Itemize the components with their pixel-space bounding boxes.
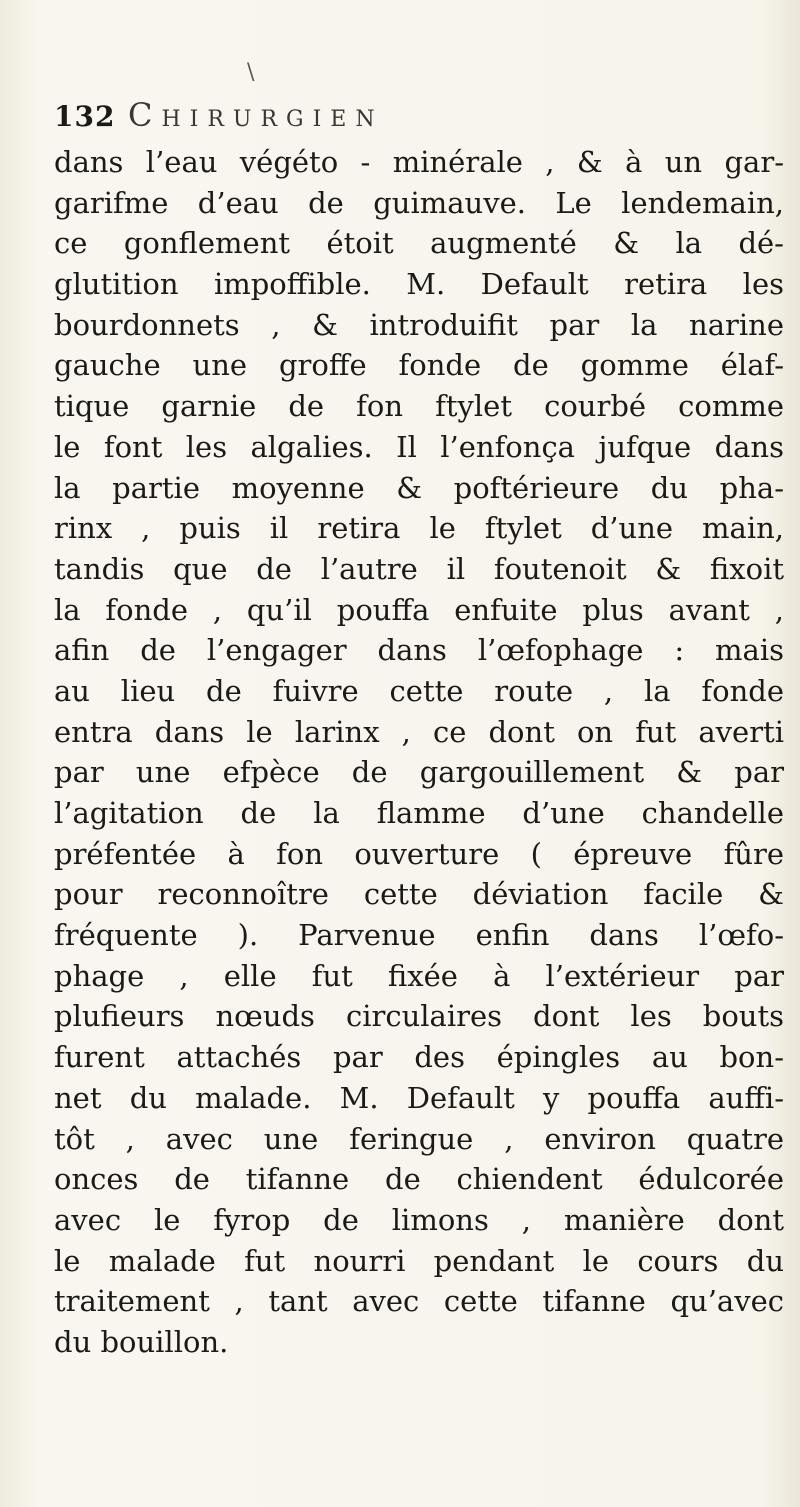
text-line: tôt , avec une feringue , environ quatre: [54, 1121, 784, 1156]
text-line: par une efpèce de gargouillement & par: [54, 755, 784, 790]
text-line: l’agitation de la flamme d’une chandelle: [54, 796, 784, 830]
page-number: 132: [54, 100, 116, 133]
text-line: du bouillon.: [54, 1324, 229, 1359]
running-title: Chirurgien: [128, 96, 384, 134]
text-line: la partie moyenne & poftérieure du pha-: [54, 470, 784, 505]
body-text: [54, 142, 784, 1363]
text-line: plufieurs nœuds circulaires dont les bouts: [54, 999, 784, 1034]
text-line: gauche une groffe fonde de gomme élaf-: [54, 348, 784, 383]
text-line: ce gonflement étoit augmenté & la dé-: [54, 226, 784, 261]
ink-mark: \: [247, 60, 255, 85]
text-line: traitement , tant avec cette tifanne qu’avec: [54, 1284, 784, 1319]
text-line: garifme d’eau de guimauve. Le lendemain,: [54, 185, 784, 220]
text-line: entra dans le larinx , ce dont on fut averti: [54, 714, 784, 749]
text-line: le font les algalies. Il l’enfonça jufque dans: [54, 429, 784, 464]
text-line: préfentée à fon ouverture ( épreuve fûre: [54, 836, 784, 871]
text-line: furent attachés par des épingles au bon-: [54, 1040, 784, 1075]
text-line: tique garnie de fon ftylet courbé comme: [54, 389, 784, 424]
text-line: phage , elle fut fixée à l’extérieur par: [54, 958, 784, 993]
text-line: dans l’eau végéto - minérale , & à un gar-: [54, 145, 784, 179]
text-line: afin de l’engager dans l’œfophage : mais: [54, 633, 784, 668]
text-line: tandis que de l’autre il foutenoit & fixoit: [54, 551, 784, 586]
text-line: le malade fut nourri pendant le cours du: [54, 1243, 784, 1278]
page-header: [54, 96, 774, 136]
text-line: au lieu de fuivre cette route , la fonde: [54, 673, 784, 708]
text-line: onces de tifanne de chiendent édulcorée: [54, 1162, 784, 1197]
text-line: fréquente ). Parvenue enfin dans l’œfo-: [54, 918, 784, 953]
text-line: rinx , puis il retira le ftylet d’une main,: [54, 511, 784, 546]
text-line: glutition impoffible. M. Default retira les: [54, 267, 784, 302]
text-line: avec le fyrop de limons , manière dont: [54, 1202, 784, 1237]
text-line: net du malade. M. Default y pouffa auffi-: [54, 1080, 784, 1115]
text-line: bourdonnets , & introduifit par la narine: [54, 307, 784, 342]
text-line: pour reconnoître cette déviation facile &: [54, 877, 784, 912]
text-line: la fonde , qu’il pouffa enfuite plus avant ,: [54, 592, 784, 627]
